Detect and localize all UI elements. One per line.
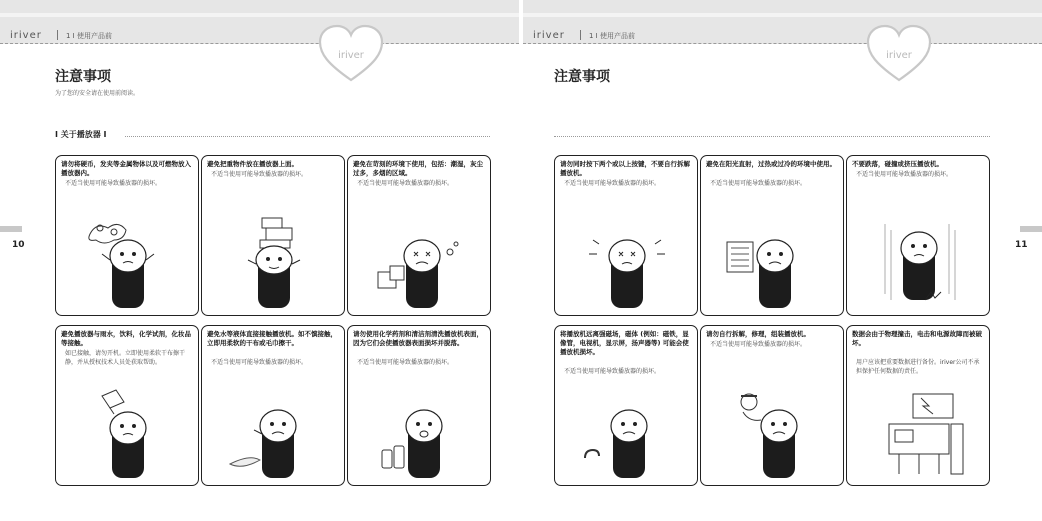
- mascot-harsh-environment-illustration: [370, 214, 470, 312]
- card-title: 避免在苛刻的环境下使用，包括：潮湿，灰尘过多，多烟的区域。: [353, 160, 483, 177]
- card-title: 请勿自行拆解，修理，组装播放机。: [706, 330, 810, 338]
- heart-logo-text: iriver: [886, 50, 912, 61]
- mascot-coins-illustration: [78, 214, 178, 312]
- mascot-water-splash-illustration: [224, 384, 324, 482]
- header-band-left: [0, 0, 519, 44]
- heart-logo-text: iriver: [338, 50, 364, 61]
- card-description: 不适当使用可能导致播放器的损坏。: [564, 180, 661, 187]
- caution-card: [201, 155, 345, 316]
- mascot-liquid-illustration: [78, 384, 178, 482]
- card-description: 不适当使用可能导致播放器的损坏。: [357, 359, 454, 366]
- mascot-heat-illustration: [723, 214, 823, 312]
- caution-card: [347, 155, 491, 316]
- breadcrumb: 1 I 使用产品前: [589, 32, 635, 40]
- page-tab: [0, 226, 22, 232]
- page-title: 注意事项: [554, 69, 610, 85]
- header-band-right: [523, 0, 1042, 44]
- caution-card: [554, 325, 698, 486]
- card-description: 不适当使用可能导致播放器的损坏。: [211, 359, 308, 366]
- caution-card: [554, 155, 698, 316]
- card-description: 不适当使用可能导致播放器的损坏。: [357, 180, 454, 187]
- caution-card: [700, 325, 844, 486]
- header-stripe: [523, 13, 1042, 17]
- mascot-chemicals-illustration: [370, 384, 470, 482]
- card-title: 避免水等液体直接接触播放机。如不慎接触，立即用柔软的干布或毛巾擦干。: [207, 330, 337, 347]
- card-description: 不适当使用可能导致播放器的损坏。: [710, 180, 807, 187]
- mascot-heavy-object-illustration: [224, 214, 324, 312]
- card-title: 数据会由于物理撞击，电击和电源故障而被破坏。: [852, 330, 982, 347]
- heart-logo-icon: [318, 24, 384, 84]
- card-title: 请勿使用化学药剂和清洁剂清洗播放机表面，因为它们会使播放器表面损坏并脱落。: [353, 330, 483, 347]
- card-title: 避免把重物件放在播放器上面。: [207, 160, 298, 168]
- mascot-buttons-illustration: [577, 214, 677, 312]
- card-title: 避免在阳光直射，过热或过冷的环境中使用。: [706, 160, 836, 168]
- heart-logo-icon: [866, 24, 932, 84]
- mascot-magnet-illustration: [577, 384, 677, 482]
- section-rule: [554, 136, 990, 137]
- page-subtitle: 为了您的安全请在使用前阅读。: [55, 90, 140, 97]
- card-description: 不适当使用可能导致播放器的损坏。: [65, 180, 162, 187]
- mascot-drop-impact-illustration: [869, 214, 969, 312]
- caution-card: [700, 155, 844, 316]
- card-description: 用户应该把重要数据进行备份。iriver公司不承担保护任何数据的责任。: [856, 359, 980, 375]
- card-title: 不要跌落，碰撞或挤压播放机。: [852, 160, 943, 168]
- card-title: 请勿将硬币，发夹等金属物体以及可燃物放入播放器内。: [61, 160, 191, 177]
- caution-card: [55, 155, 199, 316]
- caution-card: [55, 325, 199, 486]
- card-title: 请勿同时按下两个或以上按键，不要自行拆解播放机。: [560, 160, 690, 177]
- page-title: 注意事项: [55, 69, 111, 85]
- card-description: 不适当使用可能导致播放器的损坏。: [710, 341, 807, 348]
- page-tab: [1020, 226, 1042, 232]
- caution-card: [347, 325, 491, 486]
- caution-card: [201, 325, 345, 486]
- card-description: 不适当使用可能导致播放器的损坏。: [211, 171, 308, 178]
- page-number: 11: [1015, 240, 1028, 250]
- section-rule: [125, 136, 490, 137]
- card-description: 不适当使用可能导致播放器的损坏。: [856, 171, 953, 178]
- card-title: 避免播放器与雨水，饮料，化学试剂，化妆品等接触。: [61, 330, 191, 347]
- header-divider: [57, 30, 58, 40]
- card-title: 将播放机远离强磁场，磁体 (例如：磁铁，显像管，电视机，显示屏，扬声器等) 可能会使播放机损坏。: [560, 330, 689, 356]
- section-heading: I 关于播放器 I: [55, 130, 107, 139]
- mascot-data-damage-illustration: [869, 384, 969, 482]
- card-description: 不适当使用可能导致播放器的损坏。: [564, 368, 661, 375]
- caution-card: [846, 155, 990, 316]
- header-divider: [580, 30, 581, 40]
- brand-logo: iriver: [533, 30, 565, 41]
- caution-card: [846, 325, 990, 486]
- breadcrumb: 1 I 使用产品前: [66, 32, 112, 40]
- header-stripe: [0, 13, 519, 17]
- card-description: 如已接触，请勿开机。立即使用柔软干布擦干静，并从授权技术人员处获取帮助。: [65, 350, 186, 366]
- brand-logo: iriver: [10, 30, 42, 41]
- page-number: 10: [12, 240, 25, 250]
- mascot-repair-illustration: [723, 384, 823, 482]
